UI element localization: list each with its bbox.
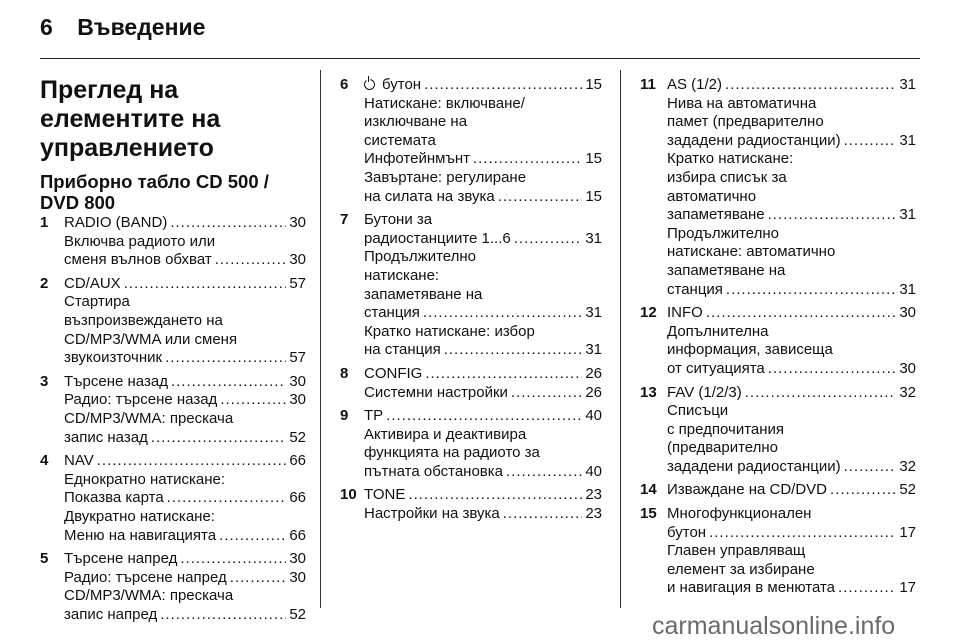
item-text: CD/MP3/WMA: прескача xyxy=(64,587,234,605)
page-ref[interactable]: 31 xyxy=(899,131,916,149)
item-line xyxy=(667,579,916,598)
item-text: натискане: автоматично xyxy=(667,243,836,261)
item-text: CD/MP3/WMA: прескача xyxy=(64,409,234,427)
item-line xyxy=(667,188,916,207)
list-item xyxy=(40,373,306,447)
item-text: CD/AUX xyxy=(64,274,121,292)
item-text: автоматично xyxy=(667,187,757,205)
item-line xyxy=(64,293,306,312)
item-text: на силата на звука xyxy=(364,187,495,205)
list-item xyxy=(340,76,602,206)
item-line xyxy=(667,132,916,151)
list-item xyxy=(40,452,306,545)
page-ref[interactable]: 17 xyxy=(899,523,916,541)
item-line xyxy=(64,391,306,410)
page-ref[interactable]: 15 xyxy=(585,150,602,168)
item-text: запаметяване на xyxy=(364,285,483,303)
item-text: елемент за избиране xyxy=(667,560,815,578)
item-line xyxy=(64,251,306,270)
item-body xyxy=(64,550,306,624)
item-text: AS (1/2) xyxy=(667,76,723,93)
item-text: Включва радиото или xyxy=(64,232,216,250)
item-number: 5 xyxy=(40,550,49,568)
item-line xyxy=(667,281,916,300)
item-text: Продължително xyxy=(667,224,780,242)
dot-leader xyxy=(424,76,582,95)
page-ref[interactable]: 66 xyxy=(289,526,306,544)
item-line xyxy=(364,444,602,463)
item-text: натискане: xyxy=(364,266,440,284)
item-body xyxy=(667,481,916,500)
item-number: 13 xyxy=(640,383,657,401)
page-ref[interactable]: 31 xyxy=(585,304,602,322)
item-line xyxy=(364,248,602,267)
page-ref[interactable]: 23 xyxy=(585,486,602,504)
item-body xyxy=(64,452,306,545)
item-number: 1 xyxy=(40,214,49,231)
item-line xyxy=(64,373,306,392)
page-ref[interactable]: 66 xyxy=(289,452,306,470)
item-text: памет (предварително xyxy=(667,113,824,131)
dot-leader xyxy=(473,150,582,169)
item-line xyxy=(364,365,602,384)
column-divider xyxy=(320,70,321,608)
item-body xyxy=(667,384,916,477)
item-line xyxy=(64,331,306,350)
item-text: Меню на навигацията xyxy=(64,526,217,544)
item-number: 7 xyxy=(340,211,349,229)
item-text: RADIO (BAND) xyxy=(64,214,168,231)
item-text: CD/MP3/WMA или сменя xyxy=(64,330,238,348)
list-item xyxy=(340,211,602,360)
item-text: Допълнителна xyxy=(667,322,769,340)
dot-leader xyxy=(838,579,896,598)
item-line xyxy=(667,402,916,421)
item-line xyxy=(364,323,602,342)
dot-leader xyxy=(745,384,897,403)
page-ref[interactable]: 31 xyxy=(585,341,602,359)
dot-leader xyxy=(423,304,582,323)
item-text: Стартира xyxy=(64,293,130,311)
item-line xyxy=(667,206,916,225)
page-ref[interactable]: 30 xyxy=(289,550,306,568)
page-number: 6 xyxy=(40,14,53,40)
item-body xyxy=(64,214,306,270)
page-ref[interactable]: 57 xyxy=(289,274,306,292)
item-line xyxy=(667,481,916,500)
page-ref[interactable]: 32 xyxy=(899,457,916,475)
item-line xyxy=(667,323,916,342)
dot-leader xyxy=(706,304,896,323)
item-line xyxy=(667,243,916,262)
item-line xyxy=(667,113,916,132)
item-line xyxy=(64,214,306,233)
item-line xyxy=(364,76,602,95)
page-ref[interactable]: 57 xyxy=(289,349,306,367)
page-header xyxy=(40,14,205,41)
item-text: запис напред xyxy=(64,605,158,623)
item-text: системата xyxy=(364,131,436,149)
dot-leader xyxy=(726,281,896,300)
dot-leader xyxy=(124,275,287,294)
item-line xyxy=(364,113,602,132)
dot-leader xyxy=(503,505,583,524)
item-text: INFO xyxy=(667,304,703,322)
item-line xyxy=(364,95,602,114)
page-ref[interactable]: 15 xyxy=(585,76,602,93)
watermark: carmanualsonline.info xyxy=(652,612,896,640)
item-line xyxy=(64,527,306,546)
dot-leader xyxy=(215,251,287,270)
dot-leader xyxy=(170,214,286,233)
item-body xyxy=(667,505,916,598)
item-line xyxy=(364,486,602,505)
subsection-title: Приборно табло CD 500 / DVD 800 xyxy=(40,171,269,213)
item-text: Активира и деактивира xyxy=(364,425,527,443)
list-item xyxy=(40,275,306,368)
list-item xyxy=(40,550,306,624)
item-text: запаметяване xyxy=(667,206,765,224)
item-text: запаметяване на xyxy=(667,261,786,279)
item-text: функцията на радиото за xyxy=(364,444,540,462)
item-number: 8 xyxy=(340,364,349,382)
page-ref[interactable]: 30 xyxy=(289,214,306,231)
item-text: Двукратно натискане: xyxy=(64,507,215,525)
dot-leader xyxy=(180,550,286,569)
page-ref[interactable]: 31 xyxy=(899,280,916,298)
item-line xyxy=(64,429,306,448)
dot-leader xyxy=(844,458,897,477)
column-divider xyxy=(620,70,621,608)
page-ref[interactable]: 66 xyxy=(289,489,306,507)
dot-leader xyxy=(219,527,286,546)
dot-leader xyxy=(444,341,583,360)
item-text: Еднократно натискане: xyxy=(64,470,226,488)
item-line xyxy=(667,542,916,561)
chapter-title: Въведение xyxy=(77,14,206,40)
dot-leader xyxy=(386,407,582,426)
list-item xyxy=(340,486,602,523)
item-text: Настройки на звука xyxy=(364,505,500,523)
item-body xyxy=(364,407,602,481)
item-line xyxy=(64,606,306,625)
column-1 xyxy=(40,76,306,629)
item-text: звукоизточник xyxy=(64,349,163,367)
item-line xyxy=(364,169,602,188)
item-text: с предпочитания xyxy=(667,420,785,438)
list-item xyxy=(640,384,916,477)
item-line xyxy=(364,230,602,249)
dot-leader xyxy=(514,230,583,249)
item-line xyxy=(64,275,306,294)
dot-leader xyxy=(768,206,897,225)
dot-leader xyxy=(506,463,582,482)
item-line xyxy=(667,421,916,440)
item-text: сменя вълнов обхват xyxy=(64,251,212,269)
item-line xyxy=(667,439,916,458)
dot-leader xyxy=(709,524,896,543)
item-text: Многофункционален xyxy=(667,505,812,523)
item-line xyxy=(364,505,602,524)
item-number: 3 xyxy=(40,372,49,390)
item-text: Натискане: включване/ xyxy=(364,94,525,112)
list-item xyxy=(640,505,916,598)
page-ref[interactable]: 30 xyxy=(899,359,916,377)
item-line xyxy=(667,304,916,323)
list-item xyxy=(40,214,306,270)
item-line xyxy=(64,452,306,471)
item-line xyxy=(667,524,916,543)
item-text: зададени радиостанции) xyxy=(667,457,841,475)
list-item xyxy=(640,304,916,378)
item-text: информация, зависеща xyxy=(667,341,833,359)
item-line xyxy=(364,150,602,169)
item-line xyxy=(667,76,916,95)
dot-leader xyxy=(171,373,286,392)
item-text: Нива на автоматична xyxy=(667,94,817,112)
dot-leader xyxy=(167,489,287,508)
item-body xyxy=(64,373,306,447)
item-text: запис назад xyxy=(64,428,148,446)
item-number: 6 xyxy=(340,76,349,93)
item-number: 12 xyxy=(640,304,657,322)
item-text: Завъртане: регулиране xyxy=(364,168,527,186)
item-text: Системни настройки xyxy=(364,383,508,401)
page-ref[interactable]: 52 xyxy=(289,605,306,623)
item-text: Бутони за xyxy=(364,211,433,229)
item-text: Главен управляващ xyxy=(667,542,806,560)
item-text: Търсене напред xyxy=(64,550,178,568)
item-line xyxy=(667,458,916,477)
item-text: Радио: търсене напред xyxy=(64,568,227,586)
item-line xyxy=(64,569,306,588)
item-line xyxy=(364,304,602,323)
item-body xyxy=(364,486,602,523)
item-text: Търсене назад xyxy=(64,372,168,390)
page-ref[interactable]: 40 xyxy=(585,462,602,480)
item-line xyxy=(64,489,306,508)
page-ref[interactable]: 26 xyxy=(585,364,602,382)
dot-leader xyxy=(97,452,287,471)
item-text: станция xyxy=(667,280,723,298)
item-line xyxy=(667,225,916,244)
column-2 xyxy=(340,76,602,529)
item-text: TONE xyxy=(364,486,406,504)
item-text: Радио: търсене назад xyxy=(64,391,218,409)
page-ref[interactable]: 31 xyxy=(585,229,602,247)
item-line xyxy=(667,384,916,403)
item-line xyxy=(364,384,602,403)
page-ref[interactable]: 31 xyxy=(899,206,916,224)
item-line xyxy=(667,169,916,188)
page-ref[interactable]: 30 xyxy=(899,304,916,322)
dot-leader xyxy=(725,76,896,95)
item-body xyxy=(667,76,916,299)
page-ref[interactable]: 30 xyxy=(289,391,306,409)
item-text: зададени радиостанции) xyxy=(667,131,841,149)
item-line xyxy=(364,463,602,482)
item-text: бутон xyxy=(364,76,421,95)
item-number: 2 xyxy=(40,274,49,292)
item-line xyxy=(64,550,306,569)
item-line xyxy=(364,188,602,207)
page-ref[interactable]: 30 xyxy=(289,251,306,269)
item-number: 4 xyxy=(40,452,49,470)
item-line xyxy=(64,471,306,490)
item-body xyxy=(364,76,602,206)
entry-list-1 xyxy=(40,214,306,624)
item-line xyxy=(667,561,916,580)
item-line xyxy=(364,132,602,151)
dot-leader xyxy=(151,429,286,448)
page-ref[interactable]: 40 xyxy=(585,407,602,425)
item-body xyxy=(667,304,916,378)
entry-list-2 xyxy=(340,76,602,524)
item-text: Инфотейнмънт xyxy=(364,150,470,168)
item-line xyxy=(667,341,916,360)
item-body xyxy=(364,211,602,360)
item-number: 15 xyxy=(640,505,657,523)
item-text: Изваждане на CD/DVD xyxy=(667,481,828,499)
page-ref[interactable]: 30 xyxy=(289,568,306,586)
item-text: NAV xyxy=(64,452,94,470)
dot-leader xyxy=(165,349,286,368)
list-item xyxy=(640,481,916,500)
page-ref[interactable]: 31 xyxy=(899,76,916,93)
item-text: FAV (1/2/3) xyxy=(667,383,742,401)
item-line xyxy=(64,508,306,527)
item-text: Продължително xyxy=(364,248,477,266)
item-line xyxy=(667,95,916,114)
item-text: пътната обстановка xyxy=(364,462,504,480)
item-text: радиостанциите 1...6 xyxy=(364,229,511,247)
item-text: и навигация в менютата xyxy=(667,579,836,597)
dot-leader xyxy=(230,569,287,588)
item-text: Кратко натискане: xyxy=(667,150,794,168)
page-ref[interactable]: 30 xyxy=(289,372,306,390)
dot-leader xyxy=(844,132,897,151)
header-divider xyxy=(40,58,920,59)
dot-leader xyxy=(768,360,897,379)
item-line xyxy=(364,426,602,445)
item-line xyxy=(364,211,602,230)
page-ref[interactable]: 23 xyxy=(585,505,602,523)
item-line xyxy=(64,410,306,429)
item-text: Списъци xyxy=(667,402,729,420)
dot-leader xyxy=(511,384,582,403)
item-text: Кратко натискане: избор xyxy=(364,322,535,340)
item-text: от ситуацията xyxy=(667,359,765,377)
page-ref[interactable]: 17 xyxy=(899,579,916,597)
page-ref[interactable]: 52 xyxy=(289,428,306,446)
item-text: избира списък за xyxy=(667,168,787,186)
item-text: възпроизвеждането на xyxy=(64,311,223,329)
item-line xyxy=(364,267,602,286)
item-text: изключване на xyxy=(364,113,468,131)
item-body xyxy=(364,365,602,402)
entry-list-3 xyxy=(640,76,916,598)
item-text: Показва карта xyxy=(64,489,164,507)
dot-leader xyxy=(830,481,896,500)
item-body xyxy=(64,275,306,368)
dot-leader xyxy=(220,391,286,410)
power-icon xyxy=(364,79,375,90)
item-line xyxy=(364,341,602,360)
item-line xyxy=(64,233,306,252)
item-text: бутон xyxy=(667,523,707,541)
item-line xyxy=(64,587,306,606)
dot-leader xyxy=(160,606,286,625)
item-line xyxy=(364,407,602,426)
item-line xyxy=(667,150,916,169)
dot-leader xyxy=(408,486,582,505)
section-title: Преглед на елементите на управлението xyxy=(40,76,221,162)
item-text: TP xyxy=(364,407,384,425)
item-text: (предварително xyxy=(667,439,779,457)
item-number: 9 xyxy=(340,407,349,425)
list-item xyxy=(340,365,602,402)
item-number: 11 xyxy=(640,76,656,93)
page-ref[interactable]: 32 xyxy=(899,383,916,401)
item-text: на станция xyxy=(364,341,441,359)
dot-leader xyxy=(498,188,583,207)
item-line xyxy=(667,505,916,524)
item-line xyxy=(364,286,602,305)
item-text: станция xyxy=(364,304,420,322)
column-3 xyxy=(640,76,916,603)
list-item xyxy=(640,76,916,299)
item-line xyxy=(64,349,306,368)
item-line xyxy=(667,262,916,281)
page-ref[interactable]: 15 xyxy=(585,187,602,205)
page-ref[interactable]: 52 xyxy=(899,481,916,499)
page-ref[interactable]: 26 xyxy=(585,383,602,401)
item-number: 14 xyxy=(640,481,657,499)
item-text: CONFIG xyxy=(364,364,423,382)
item-number: 10 xyxy=(340,486,357,504)
item-line xyxy=(64,312,306,331)
item-line xyxy=(667,360,916,379)
list-item xyxy=(340,407,602,481)
dot-leader xyxy=(425,365,582,384)
